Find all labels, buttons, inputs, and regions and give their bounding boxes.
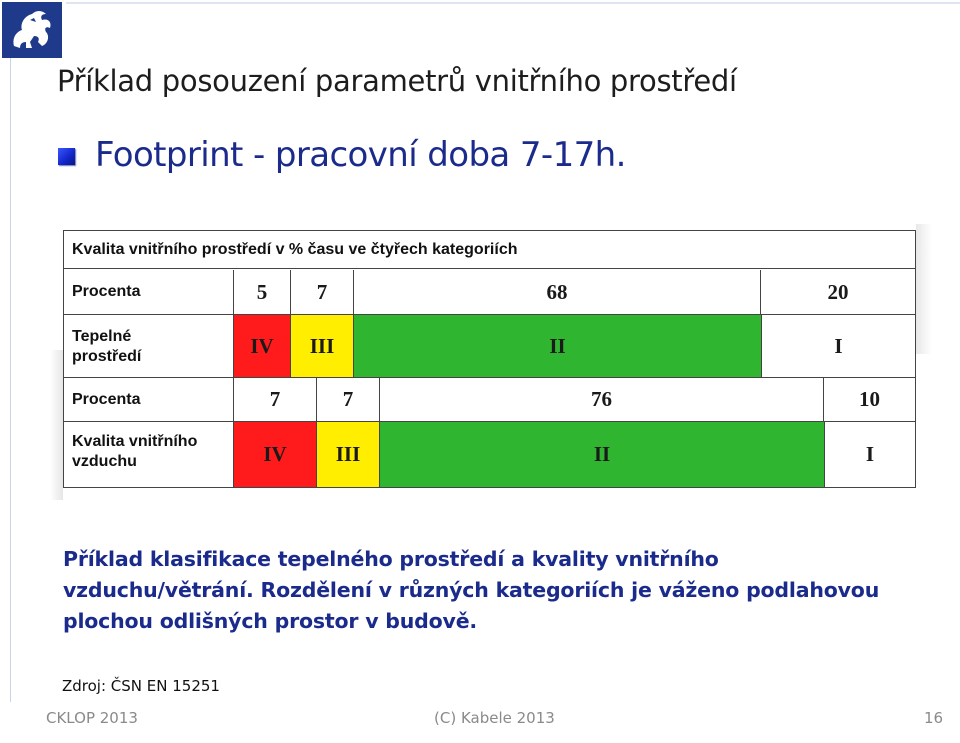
thermal-percent-label: Procenta (64, 270, 234, 314)
thermal-category-iii: III (291, 315, 354, 377)
thermal-percent-iv: 5 (234, 270, 291, 314)
air-percent-iv: 7 (234, 378, 317, 421)
thermal-environment-label (64, 315, 234, 377)
air-percent-label: Procenta (64, 378, 234, 421)
table-image-edge (50, 350, 63, 500)
air-label-line1: Kvalita vnitřního (72, 433, 198, 450)
classification-table (63, 230, 916, 488)
footer-event: CKLOP 2013 (46, 709, 138, 727)
slide-subtitle: Footprint - pracovní doba 7-17h. (95, 135, 626, 175)
air-percent-i: 10 (824, 378, 915, 421)
air-quality-label (64, 422, 234, 487)
table-title: Kvalita vnitřního prostředí v % času ve čtyřech kategoriích (64, 231, 915, 269)
thermal-percent-i: 20 (761, 270, 915, 314)
left-decorative-rule (10, 52, 11, 702)
air-category-iv: IV (234, 422, 317, 487)
air-category-ii: II (380, 422, 824, 487)
page-number: 16 (924, 709, 944, 727)
thermal-category-ii: II (354, 315, 761, 377)
footer-copyright: (C) Kabele 2013 (434, 709, 555, 727)
table-image-edge (916, 224, 932, 354)
university-lion-logo-icon (2, 2, 62, 58)
slide-title: Příklad posouzení parametrů vnitřního prostředí (57, 64, 737, 98)
thermal-category-i: I (761, 315, 915, 377)
air-label-line2: vzduchu (72, 453, 137, 470)
thermal-label-line2: prostředí (72, 348, 142, 365)
thermal-percent-iii: 7 (291, 270, 354, 314)
air-category-i: I (824, 422, 915, 487)
thermal-percent-ii: 68 (354, 270, 761, 314)
table-caption: Příklad klasifikace tepelného prostředí a kvality vnitřního vzduchu/větrání. Rozdělení v různých kategoriích je váženo podlahovou plochou odlišných prostor v budově. (63, 547, 880, 633)
air-percent-iii: 7 (317, 378, 380, 421)
top-decorative-rule (66, 2, 960, 4)
bullet-square-icon (58, 148, 75, 165)
air-percent-ii: 76 (380, 378, 824, 421)
thermal-category-iv: IV (234, 315, 291, 377)
thermal-label-line1: Tepelné (72, 328, 132, 345)
air-category-iii: III (317, 422, 380, 487)
source-citation: Zdroj: ČSN EN 15251 (62, 677, 220, 695)
